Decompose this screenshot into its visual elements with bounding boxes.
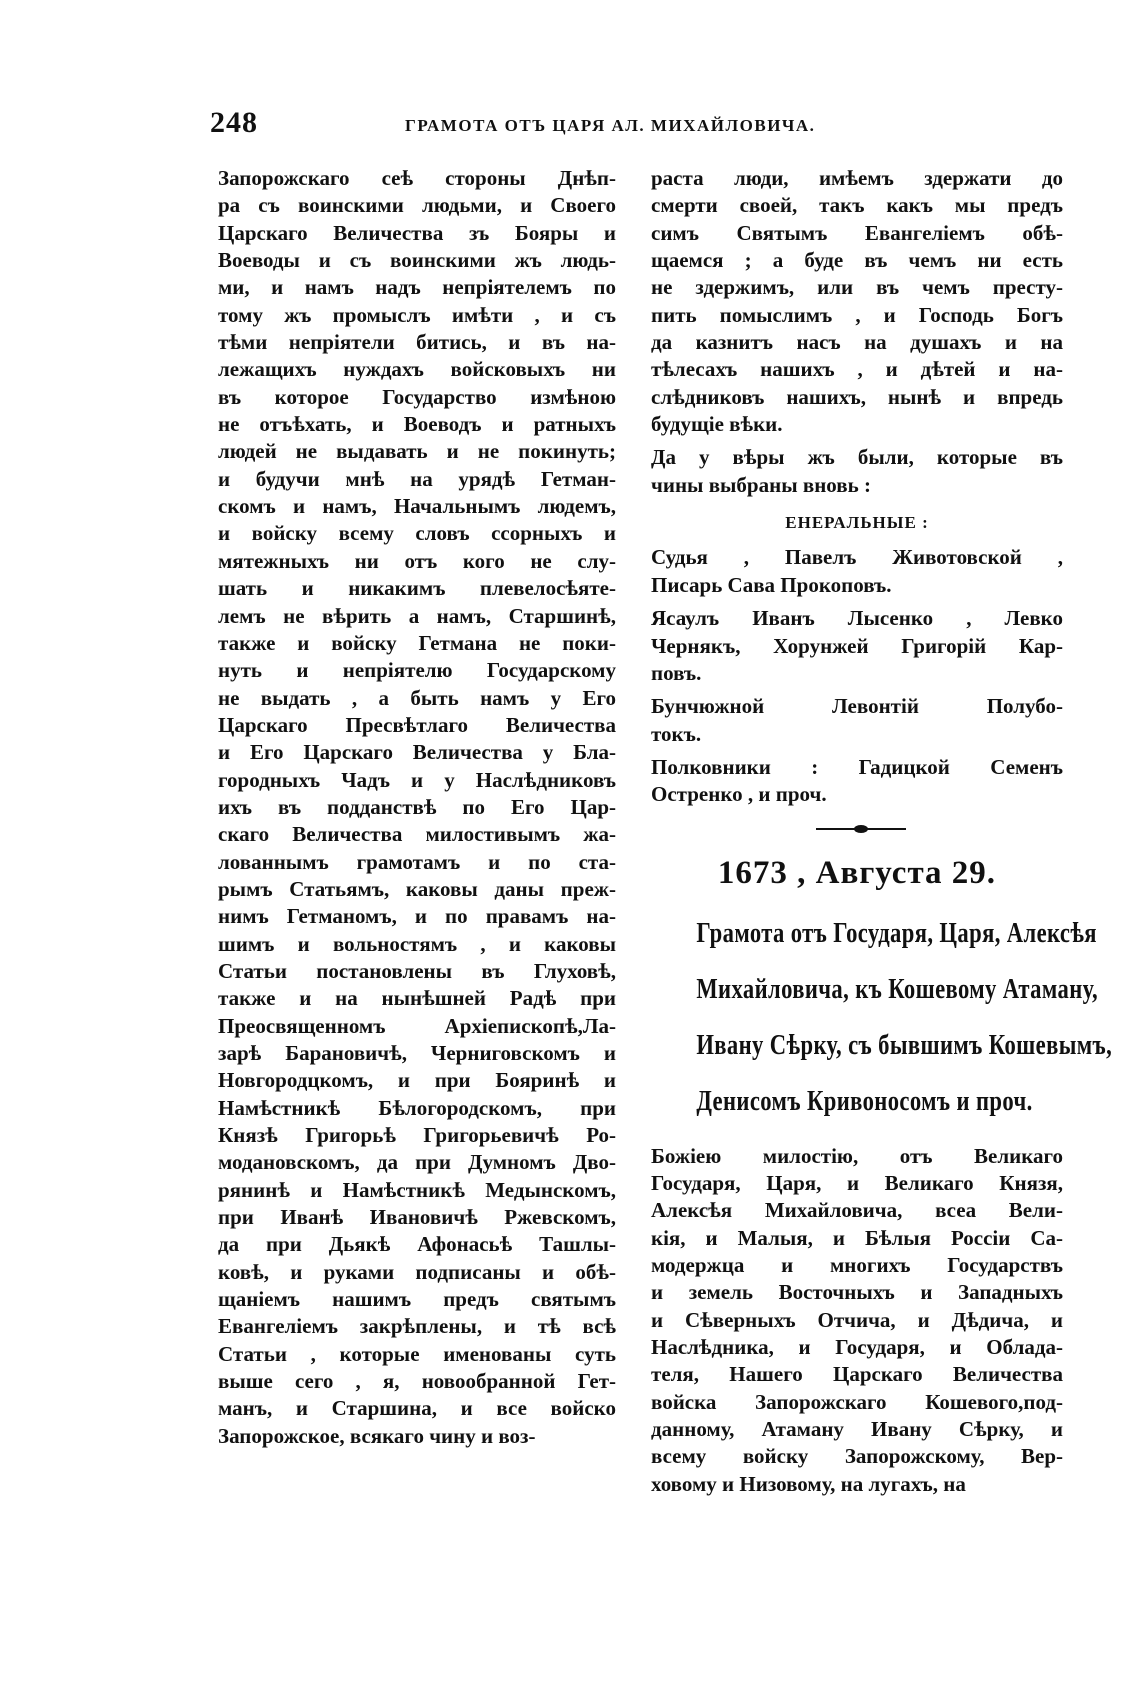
text-line: щаніемъ нашимъ предъ святымъ	[218, 1287, 616, 1312]
text-line: Бунчюжной Левонтій Полубо-	[651, 694, 1063, 719]
right-paragraph-2	[651, 444, 1063, 499]
text-line: Воеводы и съ воинскими жъ людь-	[218, 248, 616, 273]
text-line: не отъѣхать, и Воеводъ и ратныхъ	[218, 412, 616, 437]
page-header	[210, 106, 1070, 146]
text-line: рянинѣ и Намѣстникѣ Медынскомъ,	[218, 1177, 616, 1202]
text-line: ихъ въ подданствѣ по Его Цар-	[218, 794, 616, 819]
text-line: лежащихъ нуждахъ войсковыхъ ни	[218, 357, 616, 382]
text-line: зарѣ Барановичѣ, Черниговскомъ и	[218, 1041, 616, 1065]
text-line: смерти своей, такъ какъ мы предъ	[651, 193, 1063, 218]
text-line: Запорожскаго сеѣ стороны Днѣп-	[218, 166, 616, 190]
text-line: симъ Святымъ Евангеліемъ обѣ-	[651, 220, 1063, 245]
text-line: Судья , Павелъ Животовской ,	[651, 545, 1063, 570]
text-line: лованнымъ грамотамъ и по ста-	[218, 849, 616, 874]
text-line: Царскаго Пресвѣтлаго Величества	[218, 712, 616, 737]
text-line: Преосвященномъ Архіепископѣ,Ла-	[218, 1013, 616, 1038]
text-line: Алексѣя Михайловича, всеа Вели-	[651, 1198, 1063, 1223]
text-line: шать и никакимъ плевелосѣяте-	[218, 576, 616, 601]
text-line: да при Дьякѣ Афонасьѣ Ташлы-	[218, 1232, 616, 1257]
text-line: тѣлесахъ нашихъ , и дѣтей и на-	[651, 357, 1063, 382]
document-title	[651, 905, 1113, 1129]
running-title: ГРАМОТА ОТЪ ЦАРЯ АЛ. МИХАЙЛОВИЧА.	[405, 116, 816, 135]
text-line: повъ.	[651, 660, 702, 685]
text-line: людей не выдавать и не покинуть;	[218, 439, 616, 464]
text-line: чины выбраны вновь :	[651, 472, 871, 497]
text-line: раста люди, имѣемъ здержати до	[651, 166, 1063, 190]
left-column	[218, 165, 616, 1450]
section-divider	[651, 815, 1063, 841]
title-line: Ивану Сѣрку, съ бывшимъ Кошевымъ,	[696, 1028, 1113, 1061]
title-line: Денисомъ Кривоносомъ и проч.	[696, 1084, 1033, 1117]
text-line: нуть и непріятелю Государскому	[218, 658, 616, 683]
text-line: и Его Царскаго Величества у Бла-	[218, 740, 616, 765]
text-line: модановскомъ, да при Думномъ Дво-	[218, 1150, 616, 1175]
document-date: 1673 , Августа 29.	[717, 854, 997, 891]
text-line: скаго Величества милостивымъ жа-	[218, 822, 616, 847]
text-line: пить помыслимъ , и Господь Богъ	[651, 302, 1063, 327]
official-entry	[651, 754, 1063, 809]
text-line: выше сего , я, новообранной Гет-	[218, 1369, 616, 1394]
text-line: Да у вѣры жъ были, которые въ	[651, 445, 1063, 470]
text-line: Царскаго Величества зъ Бояры и	[218, 220, 616, 245]
text-line: Ясаулъ Иванъ Лысенко , Левко	[651, 606, 1063, 631]
text-line: Статьи , которые именованы суть	[218, 1341, 616, 1366]
text-line: городныхъ Чадъ и у Наслѣдниковъ	[218, 767, 616, 792]
text-line: Писарь Сава Прокоповъ.	[651, 572, 892, 597]
text-line: и будучи мнѣ на урядѣ Гетман-	[218, 466, 616, 491]
text-line: Намѣстникѣ Бѣлогородскомъ, при	[218, 1095, 616, 1120]
text-line: также и на нынѣшней Радѣ при	[218, 986, 616, 1011]
text-line: также и войску Гетмана не поки-	[218, 630, 616, 655]
text-line: ковѣ, и руками подписаны и обѣ-	[218, 1259, 616, 1284]
text-line: ми, и намъ надъ непріятелемъ по	[218, 275, 616, 300]
text-line: слѣдниковъ нашихъ, нынѣ и впредь	[651, 384, 1063, 409]
text-line: кія, и Малыя, и Бѣлыя Россіи Са-	[651, 1225, 1063, 1250]
text-line: войска Запорожскаго Кошевого,под-	[651, 1389, 1063, 1414]
generals-heading: ЕНЕРАЛЬНЫЕ :	[785, 513, 929, 533]
text-line: токъ.	[651, 721, 702, 746]
title-line: Грамота отъ Государя, Царя, Алексѣя	[696, 916, 1097, 949]
text-line: Божіею милостію, отъ Великаго	[651, 1143, 1063, 1168]
text-line: теля, Нашего Царскаго Величества	[651, 1362, 1063, 1387]
document-body	[651, 1143, 1063, 1498]
text-line: Новгородцкомъ, и при Бояринѣ и	[218, 1068, 616, 1093]
text-line: и земель Восточныхъ и Западныхъ	[651, 1280, 1063, 1305]
text-line: Статьи постановлены въ Глуховѣ,	[218, 958, 616, 983]
text-line: и войску всему словъ ссорныхъ и	[218, 521, 616, 546]
text-line: скомъ и намъ, Начальнымъ людемъ,	[218, 494, 616, 519]
text-line: ра съ воинскими людьми, и Своего	[218, 193, 616, 218]
text-line: мятежныхъ ни отъ кого не слу-	[218, 548, 616, 573]
text-line: да казнитъ насъ на душахъ и на	[651, 330, 1063, 355]
text-line: въ которое Государство измѣною	[218, 384, 616, 409]
text-line: Остренко , и проч.	[651, 782, 827, 807]
text-line: Запорожское, всякаго чину и воз-	[218, 1423, 536, 1448]
text-line: Государя, Царя, и Великаго Князя,	[651, 1170, 1063, 1195]
text-line: щаемся ; а буде въ чемъ ни есть	[651, 248, 1063, 273]
text-line: модержца и многихъ Государствъ	[651, 1252, 1063, 1277]
text-line: Полковники : Гадицкой Семенъ	[651, 754, 1063, 779]
text-line: не выдать , а быть намъ у Его	[218, 685, 616, 710]
text-line: при Иванѣ Ивановичѣ Ржевскомъ,	[218, 1205, 616, 1230]
text-line: тому жъ промыслъ имѣти , и съ	[218, 302, 616, 327]
text-line: Князѣ Григорьѣ Григорьевичѣ Ро-	[218, 1123, 616, 1148]
text-line: манъ, и Старшина, и все войско	[218, 1396, 616, 1421]
text-line: шимъ и вольностямъ , и каковы	[218, 931, 616, 956]
text-line: будущіе вѣки.	[651, 412, 783, 437]
text-line: данному, Атаману Ивану Сѣрку, и	[651, 1417, 1063, 1441]
official-entry	[651, 544, 1063, 599]
text-line: Чернякъ, Хорунжей Григорій Кар-	[651, 633, 1063, 658]
text-line: Наслѣдника, и Государя, и Облада-	[651, 1334, 1063, 1359]
officials-list	[651, 544, 1063, 808]
page-number: 248	[210, 106, 258, 139]
text-line: рымъ Статьямъ, каковы даны преж-	[218, 876, 616, 901]
official-entry	[651, 693, 1063, 748]
official-entry	[651, 605, 1063, 687]
text-line: ховому и Низовому, на лугахъ, на	[651, 1471, 966, 1496]
right-column	[651, 165, 1113, 1498]
text-line: и Сѣверныхъ Отчича, и Дѣдича, и	[651, 1307, 1063, 1332]
text-line: всему войску Запорожскому, Вер-	[651, 1444, 1063, 1469]
text-line: тѣми непріятели битись, и въ на-	[218, 330, 616, 355]
text-line: лемъ не вѣрить а намъ, Старшинѣ,	[218, 603, 616, 628]
text-line: не здержимъ, или въ чемъ престу-	[651, 275, 1063, 300]
right-paragraph-1	[651, 165, 1063, 438]
title-line: Михайловича, къ Кошевому Атаману,	[696, 972, 1099, 1005]
text-line: нимъ Гетманомъ, и по правамъ на-	[218, 904, 616, 929]
text-line: Евангеліемъ закрѣплены, и тѣ всѣ	[218, 1314, 616, 1339]
